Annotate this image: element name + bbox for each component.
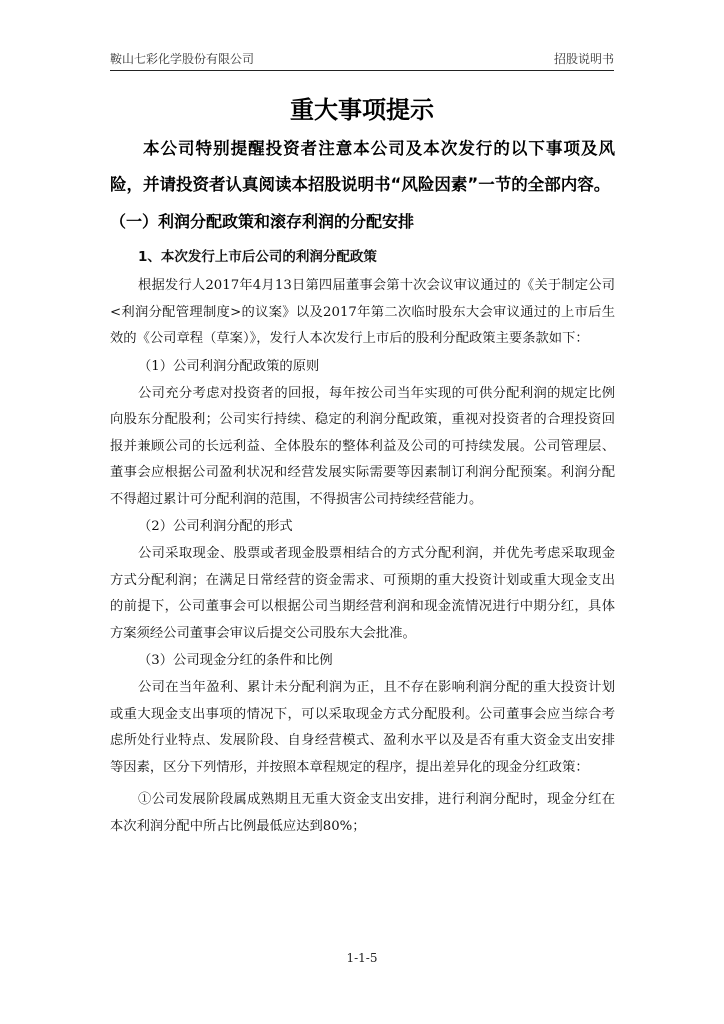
page-title: 重大事项提示 bbox=[290, 96, 434, 124]
item-2-paragraph: 公司采取现金、股票或者现金股票相结合的方式分配利润，并优先考虑采取现金方式分配利润；在满足日常经营的资金需求、可预期的重大投资计划或重大现金支出的前提下，公司董事会可以根据公司当期经营利润和现金流情况进行中期分红，具体方案须经公司董事会审议后提交公司股东大会批准。 bbox=[110, 546, 615, 641]
intro-paragraph: 根据发行人2017年4月13日第四届董事会第十次会议审议通过的《关于制定公司<利润分配管理制度>的议案》以及2017年第二次临时股东大会审议通过的上市后生效的《公司章程（草案）》，发行人本次发行上市后的股利分配政策主要条款如下： bbox=[110, 278, 615, 346]
item-1-label: （1）公司利润分配政策的原则 bbox=[138, 358, 320, 374]
header-document-type: 招股说明书 bbox=[553, 52, 614, 66]
item-3-label: （3）公司现金分红的条件和比例 bbox=[138, 653, 333, 668]
document-body bbox=[110, 131, 615, 840]
page-number: 1-1-5 bbox=[346, 951, 378, 965]
important-notice: 本公司特别提醒投资者注意本公司及本次发行的以下事项及风险，并请投资者认真阅读本招股说明书“风险因素”一节的全部内容。 bbox=[110, 139, 615, 194]
header-company-name: 鞍山七彩化学股份有限公司 bbox=[110, 52, 255, 66]
item-1-paragraph: 公司充分考虑对投资者的回报，每年按公司当年实现的可供分配利润的规定比例向股东分配股利；公司实行持续、稳定的利润分配政策，重视对投资者的合理投资回报并兼顾公司的长远利益、全体股东的整体利益及公司的可持续发展。公司管理层、董事会应根据公司盈利状况和经营发展实际需要等因素制订利润分配预案。利润分配不得超过累计可分配利润的范围，不得损害公司持续经营能力。 bbox=[110, 385, 615, 507]
item-2-label: （2）公司利润分配的形式 bbox=[138, 519, 293, 534]
sub-heading: 1、本次发行上市后公司的利润分配政策 bbox=[138, 249, 377, 265]
list-item: ①公司发展阶段属成熟期且无重大资金支出安排，进行利润分配时，现金分红在本次利润分配中所占比例最低应达到80%； bbox=[110, 792, 615, 834]
page-header bbox=[110, 50, 614, 71]
section-heading: （一）利润分配政策和滚存利润的分配安排 bbox=[110, 212, 415, 231]
item-3-paragraph: 公司在当年盈利、累计未分配利润为正，且不存在影响利润分配的重大投资计划或重大现金支出事项的情况下，可以采取现金方式分配股利。公司董事会应当综合考虑所处行业特点、发展阶段、自身经营模式、盈利水平以及是否有重大资金支出安排等因素，区分下列情形，并按照本章程规定的程序，提出差异化的现金分红政策： bbox=[110, 680, 615, 775]
